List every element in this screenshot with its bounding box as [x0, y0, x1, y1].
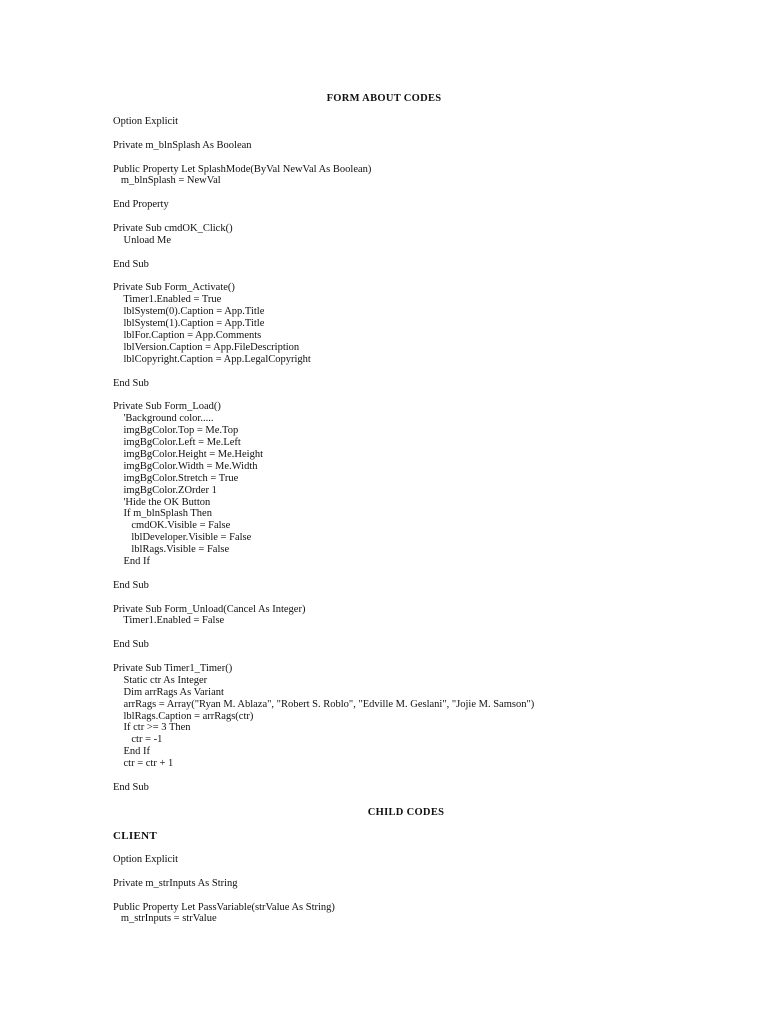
code-line: [113, 152, 713, 164]
code-line: End Property: [113, 199, 169, 211]
code-line: Option Explicit: [113, 854, 179, 865]
code-line: Private Sub Form_Unload(Cancel As Integer): [113, 603, 306, 615]
code-line: [113, 247, 713, 259]
code-line: imgBgColor.Left = Me.Left: [113, 437, 241, 449]
code-line: Private Sub cmdOK_Click(): [113, 223, 233, 235]
form-about-code-block: [113, 116, 713, 794]
code-line: lblCopyright.Caption = App.LegalCopyright: [113, 353, 311, 365]
code-line: Static ctr As Integer: [113, 674, 208, 686]
code-line: lblRags.Visible = False: [113, 544, 230, 556]
code-line: lblSystem(0).Caption = App.Title: [113, 306, 265, 318]
code-line: Dim arrRags As Variant: [113, 686, 224, 698]
code-line: Timer1.Enabled = True: [113, 294, 222, 306]
code-line: imgBgColor.Height = Me.Height: [113, 448, 263, 460]
code-line: imgBgColor.Width = Me.Width: [113, 460, 258, 472]
code-line: If m_blnSplash Then: [113, 508, 212, 520]
code-line: Private m_blnSplash As Boolean: [113, 139, 252, 151]
code-line: Private Sub Timer1_Timer(): [113, 662, 233, 674]
code-line: Private Sub Form_Activate(): [113, 282, 235, 294]
code-line: [113, 389, 713, 401]
code-line: lblVersion.Caption = App.FileDescription: [113, 341, 300, 353]
code-line: End If: [113, 746, 151, 758]
code-line: ctr = -1: [113, 734, 163, 746]
code-line: [113, 890, 713, 902]
code-line: [113, 568, 713, 580]
code-line: m_strInputs = strValue: [113, 913, 217, 925]
code-line: lblSystem(1).Caption = App.Title: [113, 318, 265, 330]
child-codes-heading: CHILD CODES: [367, 807, 445, 818]
code-line: lblDeveloper.Visible = False: [113, 532, 252, 544]
client-code-block: [113, 854, 713, 925]
code-line: imgBgColor.Stretch = True: [113, 472, 239, 484]
code-line: 'Background color.....: [113, 413, 214, 425]
form-about-codes-heading: FORM ABOUT CODES: [326, 93, 442, 104]
code-line: lblRags.Caption = arrRags(ctr): [113, 710, 254, 722]
code-line: Private m_strInputs As String: [113, 877, 238, 889]
code-line: If ctr >= 3 Then: [113, 722, 191, 734]
client-subheading: CLIENT: [113, 830, 157, 842]
code-line: [113, 366, 713, 378]
code-line: lblFor.Caption = App.Comments: [113, 330, 262, 342]
code-line: [113, 627, 713, 639]
code-line: [113, 271, 713, 283]
code-line: [113, 866, 713, 878]
code-line: m_blnSplash = NewVal: [113, 175, 221, 187]
code-line: 'Hide the OK Button: [113, 496, 211, 508]
code-line: Public Property Let PassVariable(strValue As String): [113, 901, 335, 913]
code-line: ctr = ctr + 1: [113, 758, 174, 770]
code-line: Timer1.Enabled = False: [113, 615, 225, 627]
code-line: imgBgColor.Top = Me.Top: [113, 425, 239, 437]
code-line: End Sub: [113, 258, 149, 270]
code-line: End Sub: [113, 639, 149, 651]
code-line: Private Sub Form_Load(): [113, 401, 221, 413]
code-line: End If: [113, 555, 151, 567]
code-line: [113, 770, 713, 782]
code-line: End Sub: [113, 579, 149, 591]
code-line: [113, 592, 713, 604]
code-line: Public Property Let SplashMode(ByVal NewVal As Boolean): [113, 163, 372, 175]
code-line: End Sub: [113, 781, 149, 793]
code-line: Option Explicit: [113, 116, 179, 127]
code-line: [113, 128, 713, 140]
code-line: [113, 211, 713, 223]
code-line: imgBgColor.ZOrder 1: [113, 484, 217, 496]
code-line: cmdOK.Visible = False: [113, 520, 231, 532]
code-line: [113, 651, 713, 663]
code-line: [113, 187, 713, 199]
code-line: End Sub: [113, 377, 149, 389]
code-line: arrRags = Array("Ryan M. Ablaza", "Robert S. Roblo", "Edville M. Geslani", "Jojie M. Samson"): [113, 698, 535, 710]
code-line: Unload Me: [113, 234, 172, 246]
